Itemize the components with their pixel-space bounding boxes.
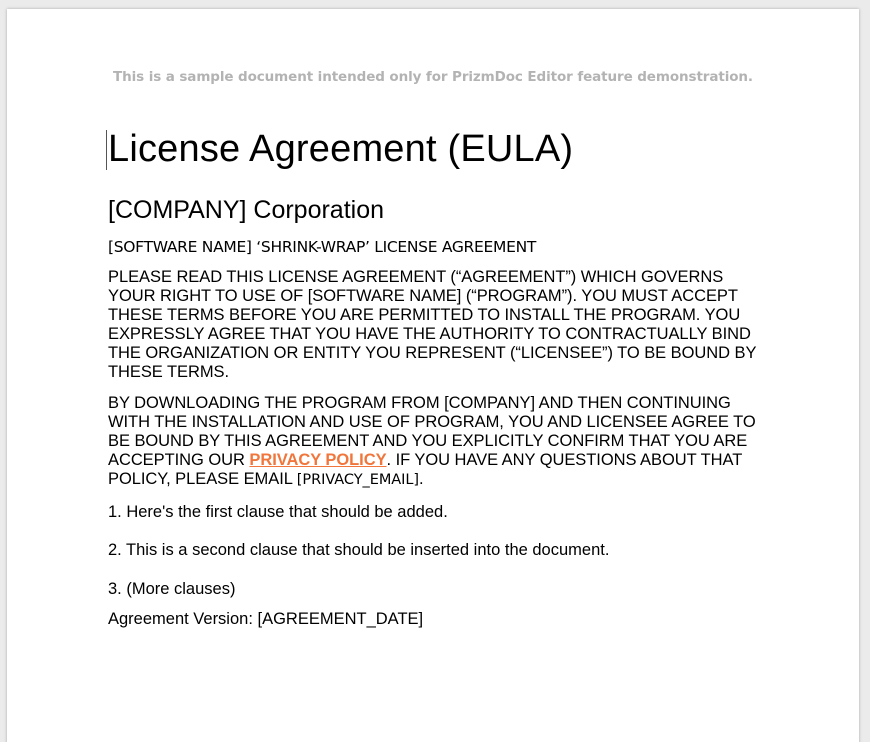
paragraph-download-text: BY DOWNLOADING THE PROGRAM FROM [COMPANY] AND THEN CONTINUING WITH THE INSTALLATION AND USE OF PROGRAM, YOU AND LICENSEE AGREE TO BE BOUND BY THIS AGREEMENT AND YOU EXPLICITLY CONFIRM THAT YOU ARE ACCEPTING OUR [108,394,756,469]
document-subtitle[interactable]: [COMPANY] Corporation [108,196,385,224]
privacy-email-placeholder: [PRIVACY_EMAIL] [296,472,420,488]
agreement-version[interactable]: Agreement Version: [AGREEMENT_DATE] [108,610,424,628]
paragraph-end-punct: . [419,470,424,488]
clause-item[interactable]: 3. (More clauses) [108,580,236,598]
paragraph-download-terms[interactable] [108,394,768,490]
text-cursor [106,130,107,170]
document-title[interactable] [108,127,768,171]
demo-banner: This is a sample document intended only for PrizmDoc Editor feature demonstration. [113,69,753,85]
privacy-policy-link[interactable]: PRIVACY POLICY [249,451,387,469]
document-title-text: License Agreement (EULA) [108,128,574,170]
document-page[interactable] [7,9,859,742]
document-body[interactable] [108,127,768,629]
paragraph-questions-text: . IF YOU HAVE ANY QUESTIONS ABOUT THAT POLICY, PLEASE EMAIL [108,451,742,488]
clause-item[interactable]: 1. Here's the first clause that should be added. [108,503,448,521]
clause-item[interactable]: 2. This is a second clause that should be inserted into the document. [108,541,610,559]
paragraph-governing-terms[interactable]: PLEASE READ THIS LICENSE AGREEMENT (“AGREEMENT”) WHICH GOVERNS YOUR RIGHT TO USE OF [SOFTWARE NAME] (“PROGRAM”). YOU MUST ACCEPT THESE TERMS BEFORE YOU ARE PERMITTED TO INSTALL THE PROGRAM. YOU EXPRESSLY AGREE THAT YOU HAVE THE AUTHORITY TO CONTRACTUALLY BIND THE ORGANIZATION OR ENTITY YOU REPRESENT (“LICENSEE”) TO BE BOUND BY THESE TERMS. [108,268,757,381]
agreement-heading[interactable]: [SOFTWARE NAME] ‘SHRINK-WRAP’ LICENSE AGREEMENT [108,238,537,256]
